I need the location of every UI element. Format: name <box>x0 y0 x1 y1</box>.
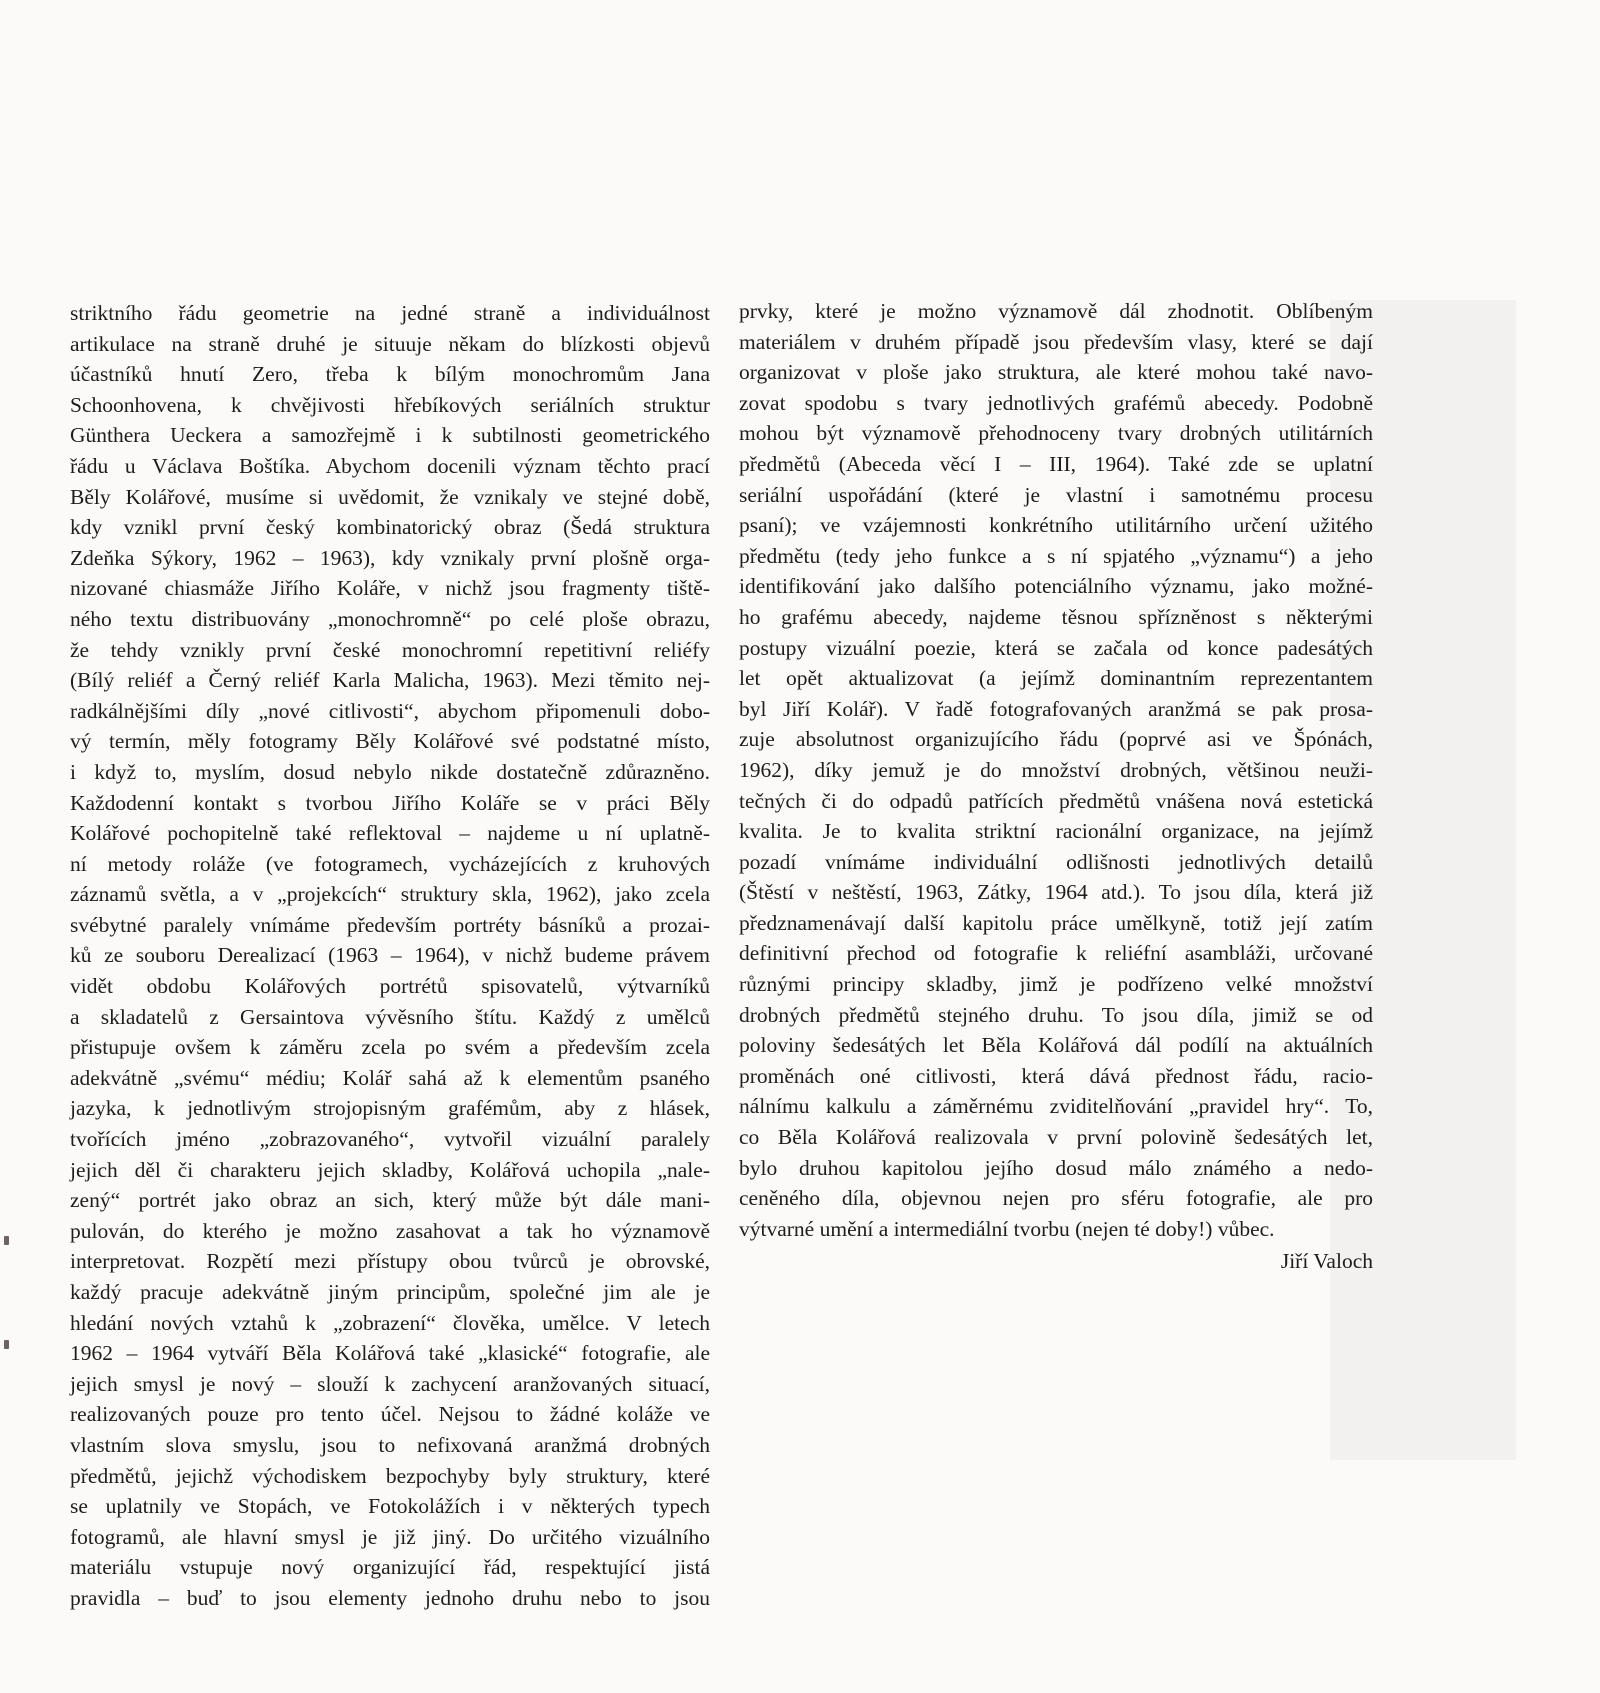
text-line: předmětů, jejichž východiskem bezpochyby byly struktury, které <box>70 1463 710 1488</box>
text-line: a skladatelů z Gersaintova vývěsního štítu. Každý z umělců <box>70 1004 710 1029</box>
text-line: definitivní přechod od fotografie k reliéfní asambláži, určované <box>739 941 1373 966</box>
left-text-column <box>70 298 710 1614</box>
text-line: fotogramů, ale hlavní smysl je již jiný. Do určitého vizuálního <box>70 1524 710 1549</box>
text-line: kvalita. Je to kvalita striktní racionální organizace, na jejímž <box>739 819 1373 844</box>
text-line: ceněného díla, objevnou nejen pro sféru fotografie, ale pro <box>739 1186 1373 1211</box>
text-line: Kolářové pochopitelně také reflektoval – najdeme u ní uplatně- <box>70 821 710 846</box>
text-line: proměnách oné citlivosti, která dává přednost řádu, racio- <box>739 1063 1373 1088</box>
text-line: pozadí vnímáme individuální odlišnosti jednotlivých detailů <box>739 849 1373 874</box>
margin-mark <box>4 1236 9 1245</box>
text-line: zovat spodobu s tvary jednotlivých grafémů abecedy. Podobně <box>739 390 1373 415</box>
text-line: Každodenní kontakt s tvorbou Jiřího Koláře se v práci Běly <box>70 790 710 815</box>
margin-mark <box>4 1340 9 1349</box>
text-line: poloviny šedesátých let Běla Kolářová dál podílí na aktuálních <box>739 1033 1373 1058</box>
text-line: 1962 – 1964 vytváří Běla Kolářová také „klasické“ fotografie, ale <box>70 1341 710 1366</box>
text-line: předmětu (tedy jeho funkce a s ní spjatého „významu“) a jeho <box>739 543 1373 568</box>
text-line: mohou být významově přehodnoceny tvary drobných utilitárních <box>739 421 1373 446</box>
text-line: pulován, do kterého je možno zasahovat a tak ho významově <box>70 1218 710 1243</box>
text-line: artikulace na straně druhé je situuje někam do blízkosti objevů <box>70 331 710 356</box>
text-line: radkálnějšími díly „nové citlivosti“, abychom připomenuli dobo- <box>70 698 710 723</box>
text-line: (Štěstí v neštěstí, 1963, Zátky, 1964 atd.). To jsou díla, která již <box>739 880 1373 905</box>
text-line: zený“ portrét jako obraz an sich, který může být dále mani- <box>70 1188 710 1213</box>
text-line: postupy vizuální poezie, která se začala od konce padesátých <box>739 635 1373 660</box>
text-line: byl Jiří Kolář). V řadě fotografovaných aranžmá se pak prosa- <box>739 696 1373 721</box>
text-line: Běly Kolářové, musíme si uvědomit, že vznikaly ve stejné době, <box>70 484 710 509</box>
text-line: adekvátně „svému“ médiu; Kolář sahá až k elementům psaného <box>70 1065 710 1090</box>
text-line: ků ze souboru Derealizací (1963 – 1964), v nichž budeme právem <box>70 943 710 968</box>
text-line: co Běla Kolářová realizovala v první polovině šedesátých let, <box>739 1125 1373 1150</box>
text-line: ho grafému abecedy, najdeme těsnou spřízněnost s některými <box>739 604 1373 629</box>
text-line: i když to, myslím, dosud nebylo nikde dostatečně zdůrazněno. <box>70 759 710 784</box>
text-line: Günthera Ueckera a samozřejmě i k subtilnosti geometrického <box>70 423 710 448</box>
text-line: prvky, které je možno významově dál zhodnotit. Oblíbeným <box>739 299 1373 323</box>
text-line: tečných či do odpadů patřících předmětů vnášena nová estetická <box>739 788 1373 813</box>
text-line: pravidla – buď to jsou elementy jednoho druhu nebo to jsou <box>70 1585 710 1610</box>
text-line: tvořících jméno „zobrazovaného“, vytvořil vizuální paralely <box>70 1127 710 1152</box>
text-line: účastníků hnutí Zero, třeba k bílým monochromům Jana <box>70 362 710 387</box>
text-line: že tehdy vznikly první české monochromní repetitivní reliéfy <box>70 637 710 662</box>
text-line: hledání nových vztahů k „zobrazení“ člověka, umělce. V letech <box>70 1310 710 1335</box>
text-line: každý pracuje adekvátně jiným principům, společné jim ale je <box>70 1280 710 1304</box>
text-line: ného textu distribuovány „monochromně“ po celé ploše obrazu, <box>70 606 710 631</box>
text-line: vý termín, měly fotogramy Běly Kolářové své podstatné místo, <box>70 729 710 754</box>
text-line: jejich smysl je nový – slouží k zachycení aranžovaných situací, <box>70 1371 710 1396</box>
text-line: let opět aktualizovat (a jejímž dominantním reprezentantem <box>739 666 1373 691</box>
text-line: (Bílý reliéf a Černý reliéf Karla Malicha, 1963). Mezi těmito nej- <box>70 668 710 693</box>
text-line: se uplatnily ve Stopách, ve Fotokolážích i v některých typech <box>70 1494 710 1519</box>
text-line: psaní); ve vzájemnosti konkrétního utilitárního určení užitého <box>739 513 1373 538</box>
text-line: řádu u Václava Boštíka. Abychom docenili význam těchto prací <box>70 453 710 478</box>
text-line: jejich děl či charakteru jejich skladby, Kolářová uchopila „nale- <box>70 1157 710 1182</box>
text-line: 1962), díky jemuž je do množství drobných, většinou neuži- <box>739 757 1373 782</box>
text-line: materiálem v druhém případě jsou především vlasy, které se dají <box>739 329 1373 354</box>
text-line: Schoonhovena, k chvějivosti hřebíkových seriálních struktur <box>70 392 710 417</box>
text-line: drobných předmětů stejného druhu. To jsou díla, jimiž se od <box>739 1002 1373 1027</box>
text-line: identifikování jako dalšího potenciálního významu, jako možné- <box>739 574 1373 599</box>
text-line: Zdeňka Sýkory, 1962 – 1963), kdy vznikaly první plošně orga- <box>70 545 710 570</box>
text-line: různými principy skladby, jimž je podřízeno velké množství <box>739 972 1373 997</box>
text-line: organizovat v ploše jako struktura, ale které mohou také navo- <box>739 360 1373 385</box>
right-text-column <box>739 296 1373 1277</box>
text-line: nálnímu kalkulu a záměrnému zviditelňování „pravidel hry“. To, <box>739 1094 1373 1119</box>
text-line: výtvarné umění a intermediální tvorbu (nejen té doby!) vůbec. <box>739 1216 1275 1241</box>
text-line: svébytné paralely vnímáme především portréty básníků a prozai- <box>70 912 710 937</box>
text-line: přistupuje ovšem k záměru zcela po svém a především zcela <box>70 1035 710 1060</box>
text-line: bylo druhou kapitolou jejího dosud málo známého a nedo- <box>739 1155 1373 1180</box>
text-line: realizovaných pouze pro tento účel. Nejsou to žádné koláže ve <box>70 1402 710 1427</box>
text-line: seriální uspořádání (které je vlastní i samotnému procesu <box>739 482 1373 507</box>
text-line: předznamenávají další kapitolu práce umělkyně, totiž její zatím <box>739 910 1373 935</box>
text-line: záznamů světla, a v „projekcích“ struktury skla, 1962), jako zcela <box>70 882 710 907</box>
author-signature: Jiří Valoch <box>1280 1249 1373 1274</box>
text-line: nizované chiasmáže Jiřího Koláře, v nichž jsou fragmenty tiště- <box>70 576 710 601</box>
text-line: kdy vznikl první český kombinatorický obraz (Šedá struktura <box>70 515 710 540</box>
text-line: jazyka, k jednotlivým strojopisným grafémům, aby z hlásek, <box>70 1096 710 1121</box>
text-line: zuje absolutnost organizujícího řádu (poprvé asi ve Špónách, <box>739 727 1373 752</box>
text-line: vidět obdobu Kolářových portrétů spisovatelů, výtvarníků <box>70 974 710 999</box>
text-line: vlastním slova smyslu, jsou to nefixovaná aranžmá drobných <box>70 1432 710 1457</box>
text-line: materiálu vstupuje nový organizující řád, respektující jistá <box>70 1555 710 1580</box>
text-line: striktního řádu geometrie na jedné straně a individuálnost <box>70 301 710 325</box>
text-line: ní metody roláže (ve fotogramech, vycházejících z kruhových <box>70 851 710 876</box>
text-line: interpretovat. Rozpětí mezi přístupy obou tvůrců je obrovské, <box>70 1249 710 1274</box>
text-line: předmětů (Abeceda věcí I – III, 1964). Také zde se uplatní <box>739 451 1373 476</box>
